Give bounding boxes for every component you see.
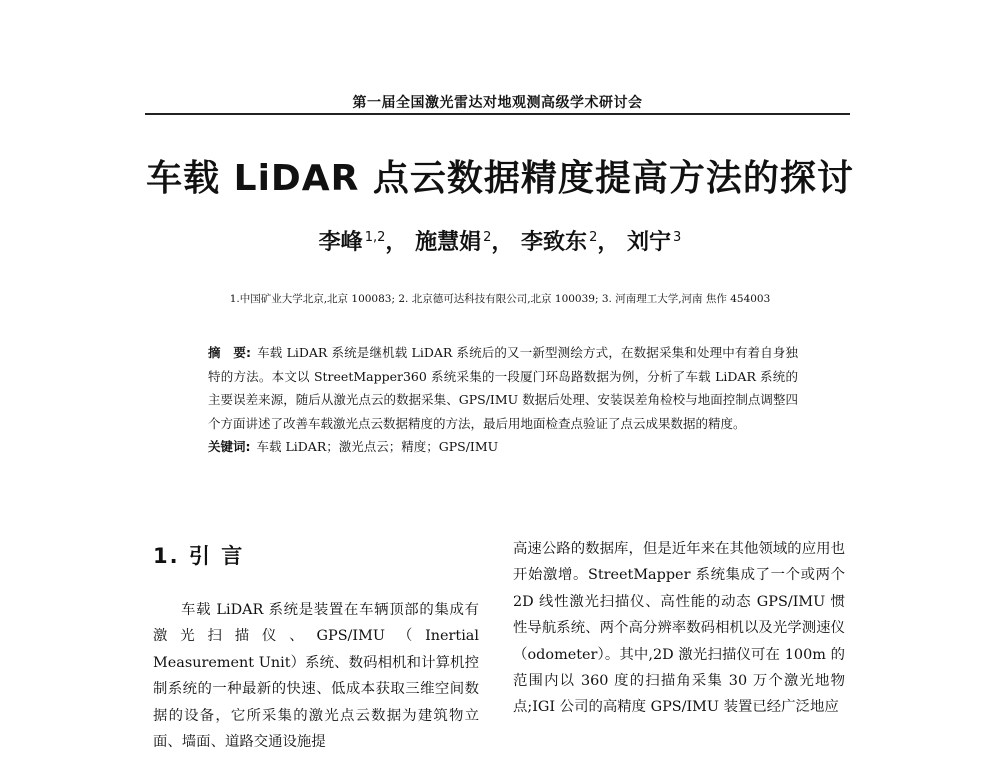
keywords-paragraph bbox=[208, 435, 798, 459]
author-name: 刘宁 bbox=[627, 230, 672, 255]
author-list bbox=[200, 225, 800, 256]
keywords-label: 关键词: bbox=[208, 439, 251, 454]
header-rule bbox=[145, 113, 850, 115]
author-separator: ， bbox=[491, 230, 514, 255]
author-name: 李致东 bbox=[521, 230, 588, 255]
abstract-label: 摘 要: bbox=[208, 345, 251, 360]
paper-title: 车载 LiDAR 点云数据精度提高方法的探讨 bbox=[146, 158, 854, 199]
keywords-text: 车载 LiDAR；激光点云；精度；GPS/IMU bbox=[256, 439, 499, 454]
author-affil-mark: 1,2 bbox=[364, 230, 386, 245]
left-column-paragraph: 车载 LiDAR 系统是装置在车辆顶部的集成有激光扫描仪、GPS/IMU（Inertial Measurement Unit）系统、数码相机和计算机控制系统的一种最新的快速、低成本获取三维空间数据的设备，它所采集的激光点云数据为建筑物立面、墙面、道路交通设施提 bbox=[153, 602, 479, 751]
author-name: 施慧娟 bbox=[415, 230, 482, 255]
section-heading: 1. 引 言 bbox=[153, 544, 245, 568]
author-separator: ， bbox=[385, 230, 408, 255]
section-heading-block bbox=[153, 540, 483, 570]
author-name: 李峰 bbox=[318, 230, 363, 255]
abstract-paragraph bbox=[208, 341, 798, 435]
right-column-body bbox=[513, 536, 845, 721]
author-affil-mark: 2 bbox=[483, 230, 492, 245]
author-affil-mark: 3 bbox=[673, 230, 682, 245]
author-affil-mark: 2 bbox=[589, 230, 598, 245]
affiliations: 1.中国矿业大学北京,北京 100083; 2. 北京德可达科技有限公司,北京 100039; 3. 河南理工大学,河南 焦作 454003 bbox=[229, 293, 771, 305]
conference-header: 第一届全国激光雷达对地观测高级学术研讨会 bbox=[352, 95, 643, 111]
left-column-body bbox=[153, 597, 479, 755]
right-column-paragraph: 高速公路的数据库，但是近年来在其他领域的应用也开始激增。StreetMapper 系统集成了一个或两个 2D 线性激光扫描仪、高性能的动态 GPS/IMU 惯性导航系统、两个高分辨率数码相机以及光学测速仪（odometer）。其中,2D 激光扫描仪可在 100m 的范围内以 360 度的扫描角采集 30 万个激光地物点;IGI 公司的高精度 GPS/IMU 装置已经广泛地应 bbox=[513, 541, 845, 716]
abstract-block bbox=[208, 341, 798, 459]
author-separator: ， bbox=[597, 230, 620, 255]
abstract-text: 车载 LiDAR 系统是继机载 LiDAR 系统后的又一新型测绘方式，在数据采集和处理中有着自身独特的方法。本文以 StreetMapper360 系统采集的一段厦门环岛路数据为例，分析了车载 LiDAR 系统的主要误差来源，随后从激光点云的数据采集、GPS/IMU 数据后处理、安装误差角检校与地面控制点调整四个方面讲述了改善车载激光点云数据精度的方法，最后用地面检查点验证了点云成果数据的精度。 bbox=[208, 345, 799, 431]
